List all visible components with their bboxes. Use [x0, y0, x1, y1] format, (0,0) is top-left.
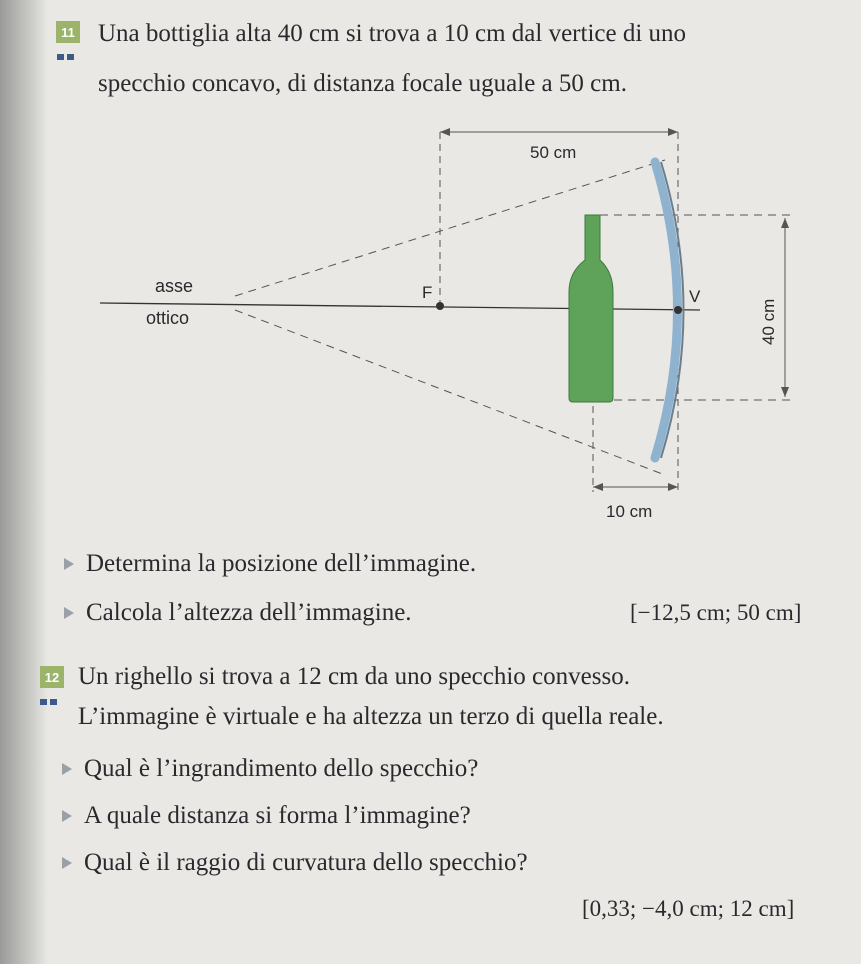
- dim-arrowhead-bottom: [781, 387, 789, 397]
- label-V: V: [689, 287, 701, 306]
- problem-12-question-3: [62, 848, 528, 878]
- problem-12-number-badge: [40, 666, 64, 688]
- vertex-point-V: [674, 306, 682, 314]
- question-text: Qual è l’ingrandimento dello specchio?: [84, 755, 479, 782]
- bullet-arrow-icon: [62, 763, 72, 775]
- dim-arrowhead-right: [668, 128, 678, 136]
- problem-11-text-line1: Una bottiglia alta 40 cm si trova a 10 cm dal vertice di uno: [98, 20, 687, 47]
- focus-point-F: [436, 302, 444, 310]
- bullet-arrow-icon: [64, 558, 74, 570]
- bullet-arrow-icon: [62, 810, 72, 822]
- problem-12-number: 12: [44, 669, 60, 685]
- question-text: Calcola l’altezza dell’immagine.: [86, 599, 412, 626]
- label-ottico: ottico: [146, 308, 190, 328]
- label-F: F: [422, 283, 433, 302]
- bottle: [569, 215, 613, 402]
- problem-11-text-line2: specchio concavo, di distanza focale uguale a 50 cm.: [98, 70, 627, 97]
- dim-arrowhead-left: [440, 128, 450, 136]
- problem-12-question-1: [62, 754, 478, 784]
- dim-arrowhead-10-left: [593, 483, 603, 491]
- label-40cm: 40 cm: [759, 298, 778, 345]
- problem-12-answer: [0,33; −4,0 cm; 12 cm]: [582, 896, 795, 921]
- problem-11-number: 11: [61, 24, 75, 40]
- problem-11-answer: [−12,5 cm; 50 cm]: [630, 600, 802, 625]
- dim-arrowhead-10-right: [668, 483, 678, 491]
- difficulty-dot: [50, 699, 57, 705]
- problem-11-question-1: [64, 549, 476, 579]
- problem-12-question-2: [62, 801, 471, 831]
- bullet-arrow-icon: [62, 857, 72, 869]
- question-text: Qual è il raggio di curvatura dello specchio?: [84, 849, 528, 876]
- problem-12-text-line2: L’immagine è virtuale e ha altezza un terzo di quella reale.: [78, 703, 664, 730]
- bullet-arrow-icon: [64, 607, 74, 619]
- label-asse: asse: [155, 276, 194, 296]
- difficulty-indicator: [40, 699, 57, 705]
- question-text: Determina la posizione dell’immagine.: [86, 550, 477, 577]
- dim-arrowhead-top: [781, 218, 789, 228]
- label-10cm: 10 cm: [606, 502, 653, 521]
- difficulty-dot: [40, 699, 47, 705]
- problem-12-text-line1: Un righello si trova a 12 cm da uno specchio convesso.: [78, 663, 630, 690]
- label-50cm: 50 cm: [530, 143, 577, 162]
- question-text: A quale distanza si forma l’immagine?: [84, 802, 471, 829]
- problem-11-question-2: [64, 598, 412, 628]
